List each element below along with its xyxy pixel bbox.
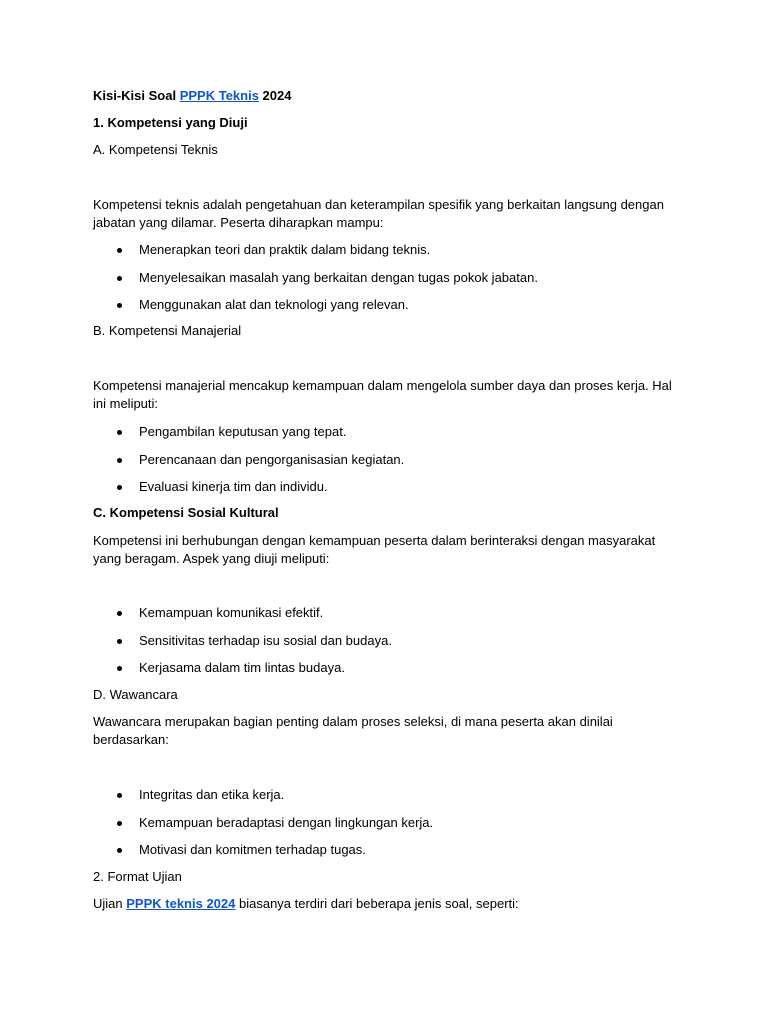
- document-title: [93, 87, 291, 105]
- list-item: [93, 814, 433, 842]
- bullet-icon: [117, 485, 122, 490]
- list-item-text: Sensitivitas terhadap isu sosial dan budaya.: [139, 632, 392, 648]
- sentence-prefix: Ujian: [93, 896, 127, 911]
- bullet-icon: [117, 821, 122, 826]
- list-item-text: Menggunakan alat dan teknologi yang relevan.: [139, 297, 409, 312]
- list-item: [93, 604, 392, 632]
- list-item-text: Menerapkan teori dan praktik dalam bidang teknis.: [139, 242, 431, 257]
- list-item: [93, 451, 404, 479]
- list-item: [93, 786, 433, 814]
- list-item: [93, 241, 538, 269]
- subsection-b-heading: B. Kompetensi Manajerial: [93, 323, 242, 338]
- section-2-heading: 2. Format Ujian: [93, 869, 182, 884]
- bullet-icon: [117, 276, 122, 281]
- bullet-icon: [117, 611, 122, 616]
- subsection-b-list: [93, 423, 404, 506]
- title-suffix: 2024: [258, 88, 292, 103]
- list-item-text: Evaluasi kinerja tim dan individu.: [139, 479, 328, 494]
- list-item-text: Motivasi dan komitmen terhadap tugas.: [139, 842, 366, 857]
- subsection-c-heading: C. Kompetensi Sosial Kultural: [93, 505, 279, 520]
- list-item-text: Integritas dan etika kerja.: [139, 787, 285, 802]
- list-item-text: Kemampuan komunikasi efektif.: [139, 605, 324, 620]
- title-link-pppk-teknis[interactable]: PPPK Teknis: [179, 88, 259, 103]
- list-item-text: Kemampuan beradaptasi dengan lingkungan kerja.: [139, 814, 434, 830]
- subsection-d-list: [93, 786, 433, 869]
- list-item: [93, 659, 392, 687]
- list-item: [93, 269, 538, 297]
- bullet-icon: [117, 430, 122, 435]
- list-item-text: Perencanaan dan pengorganisasian kegiatan.: [139, 451, 405, 467]
- bullet-icon: [117, 666, 122, 671]
- bullet-icon: [117, 793, 122, 798]
- list-item: [93, 423, 404, 451]
- sentence-suffix: biasanya terdiri dari beberapa jenis soal, seperti:: [235, 896, 519, 911]
- section-1-heading: 1. Kompetensi yang Diuji: [93, 115, 248, 130]
- list-item-text: Pengambilan keputusan yang tepat.: [139, 424, 347, 439]
- section-2-sentence: [93, 895, 519, 913]
- list-item: [93, 296, 538, 324]
- subsection-a-list: [93, 241, 538, 324]
- subsection-d-heading: D. Wawancara: [93, 687, 178, 702]
- subsection-b-paragraph: Kompetensi manajerial mencakup kemampuan dalam mengelola sumber daya dan proses kerja. Hal ini meliputi:: [93, 378, 672, 411]
- list-item-text: Kerjasama dalam tim lintas budaya.: [139, 660, 345, 675]
- subsection-a-heading: A. Kompetensi Teknis: [93, 142, 218, 157]
- subsection-d-paragraph: Wawancara merupakan bagian penting dalam proses seleksi, di mana peserta akan dinilai berdasarkan:: [93, 714, 613, 747]
- bullet-icon: [117, 303, 122, 308]
- subsection-a-paragraph: Kompetensi teknis adalah pengetahuan dan keterampilan spesifik yang berkaitan langsung dengan jabatan yang dilamar. Peserta diharapkan mampu:: [93, 197, 664, 230]
- link-pppk-teknis-2024[interactable]: PPPK teknis 2024: [126, 896, 236, 911]
- list-item: [93, 478, 404, 506]
- bullet-icon: [117, 639, 122, 644]
- subsection-c-list: [93, 604, 392, 687]
- list-item: [93, 632, 392, 660]
- list-item: [93, 841, 433, 869]
- bullet-icon: [117, 848, 122, 853]
- list-item-text: Menyelesaikan masalah yang berkaitan dengan tugas pokok jabatan.: [139, 269, 538, 285]
- subsection-c-paragraph: Kompetensi ini berhubungan dengan kemampuan peserta dalam berinteraksi dengan masyarakat yang beragam. Aspek yang diuji meliputi:: [93, 533, 656, 566]
- title-prefix: Kisi-Kisi Soal: [93, 88, 180, 103]
- bullet-icon: [117, 458, 122, 463]
- bullet-icon: [117, 248, 122, 253]
